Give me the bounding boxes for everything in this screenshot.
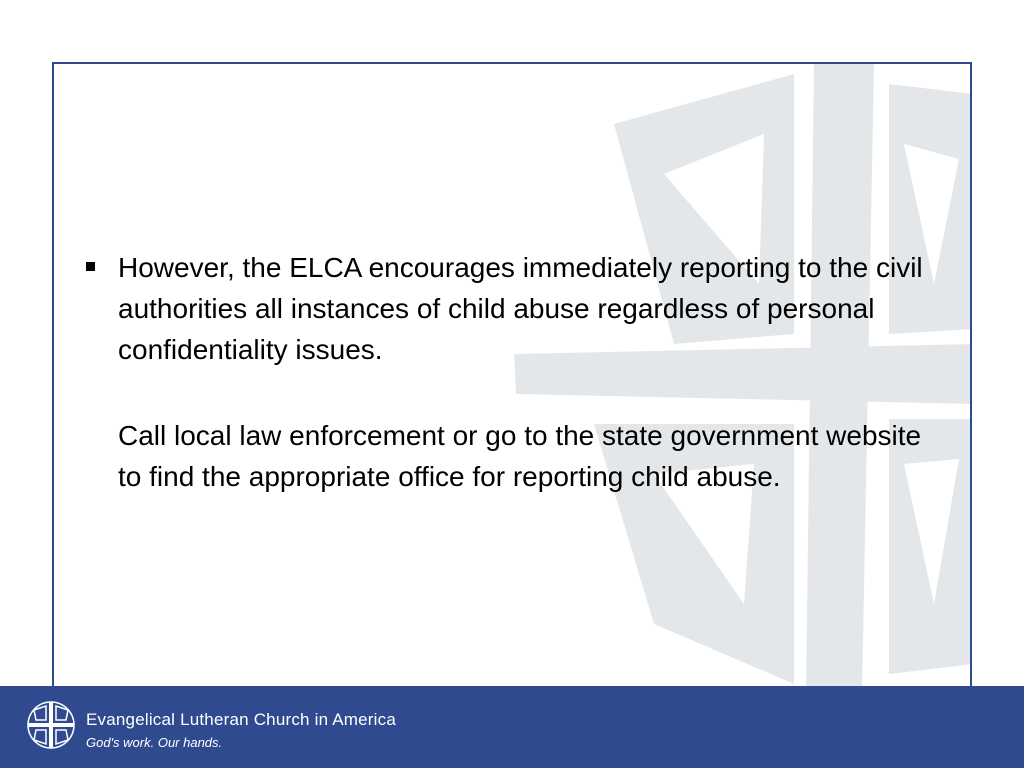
bullet-item (84, 247, 944, 370)
slide-content (84, 247, 944, 497)
org-tagline: God's work. Our hands. (86, 735, 223, 750)
org-name: Evangelical Lutheran Church in America (86, 710, 396, 729)
body-paragraph: Call local law enforcement or go to the state government website to find the appropriate office for reporting child abuse. (118, 420, 922, 492)
footer-bar (0, 686, 1024, 768)
square-bullet-icon (86, 262, 95, 271)
elca-cross-logo-icon (26, 700, 76, 750)
bullet-text: However, the ELCA encourages immediately reporting to the civil authorities all instances of child abuse regardless of personal confidentiality issues. (118, 252, 923, 365)
slide-frame (52, 62, 972, 692)
